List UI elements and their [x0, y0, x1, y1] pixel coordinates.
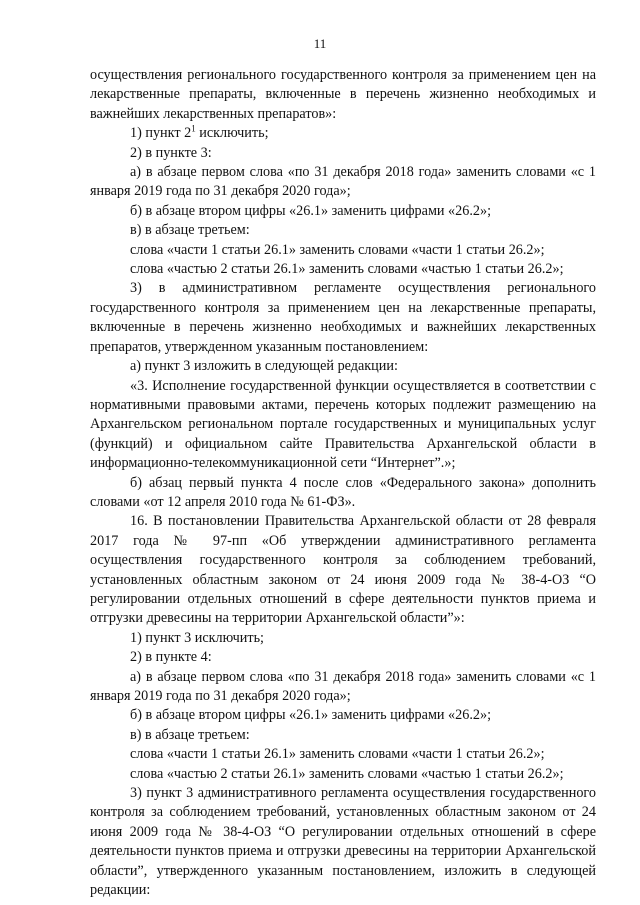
paragraph-words-part-1: слова «части 1 статьи 26.1» заменить словами «части 1 статьи 26.2»;	[130, 241, 545, 258]
paragraph-s16-item-2b: б) в абзаце втором цифры «26.1» заменить цифрами «26.2»;	[130, 707, 492, 724]
paragraph-item-2v: в) в абзаце третьем:	[130, 222, 250, 239]
paragraph-s16-item-1: 1) пункт 3 исключить;	[130, 629, 264, 646]
paragraph-words-part-2: слова «частью 2 статьи 26.1» заменить словами «частью 1 статьи 26.2»;	[130, 261, 564, 278]
paragraph-s16-words-part-2: слова «частью 2 статьи 26.1» заменить словами «частью 1 статьи 26.2»;	[130, 765, 564, 782]
document-body	[90, 66, 596, 900]
paragraph-s16-item-2a: а) в абзаце первом слова «по 31 декабря 2018 года» заменить словами «с 1 января 2019 года по 31 декабря 2020 года»;	[90, 668, 596, 704]
paragraph-item-3-regulation: 3) в административном регламенте осуществления регионального государственного контроля за применением цен на лекарственные препараты, включенные в перечень жизненно необходимых и важнейших лекарственных препаратов, утвержденном указанным постановлением:	[90, 280, 596, 355]
paragraph-item-2a: а) в абзаце первом слова «по 31 декабря 2018 года» заменить словами «с 1 января 2019 года по 31 декабря 2020 года»;	[90, 164, 596, 200]
paragraph-quoted-point-3: «3. Исполнение государственной функции осуществляется в соответствии с нормативными правовыми актами, перечень которых подлежит размещению на Архангельском региональном портале государственных и муниципальных услуг (функций) и официальном сайте Правительства Архангельской области в информационно-телекоммуникационной сети “Интернет”.»;	[90, 377, 596, 472]
paragraph-item-2: 2) в пункте 3:	[130, 144, 212, 161]
paragraph-s16-item-2: 2) в пункте 4:	[130, 649, 212, 666]
paragraph-intro-continuation: осуществления регионального государственного контроля за применением цен на лекарственные препараты, включенные в перечень жизненно необходимых и важнейших лекарственных препаратов»:	[90, 67, 596, 122]
paragraph-section-16: 16. В постановлении Правительства Архангельской области от 28 февраля 2017 года № 97-пп «Об утверждении административного регламента осуществления государственного контроля за соблюдением требований, установленных областным законом от 24 июня 2009 года № 38-4-ОЗ “О регулировании отдельных отношений в сфере деятельности пунктов приема и отгрузки древесины на территории Архангельской области”»:	[90, 513, 596, 627]
paragraph-item-3b: б) абзац первый пункта 4 после слов «Федерального закона» дополнить словами «от 12 апреля 2010 года № 61-ФЗ».	[90, 474, 596, 510]
paragraph-s16-words-part-1: слова «части 1 статьи 26.1» заменить словами «части 1 статьи 26.2»;	[130, 746, 545, 763]
paragraph-s16-item-2v: в) в абзаце третьем:	[130, 726, 250, 743]
paragraph-item-2b: б) в абзаце втором цифры «26.1» заменить цифрами «26.2»;	[130, 202, 492, 219]
paragraph-item-3a: а) пункт 3 изложить в следующей редакции:	[130, 358, 398, 375]
page-number: 11	[313, 36, 327, 51]
paragraph-item-1-exclude: 1) пункт $2^1$ исключить;	[130, 123, 269, 142]
paragraph-s16-item-3: 3) пункт 3 административного регламента осуществления государственного контроля за соблюдением требований, установленных областным законом от 24 июня 2009 года № 38-4-ОЗ “О регулировании отдельных отношений в сфере деятельности пунктов приема и отгрузки древесины на территории Архангельской области”, утвержденного указанным постановлением, изложить в следующей редакции:	[90, 785, 596, 899]
